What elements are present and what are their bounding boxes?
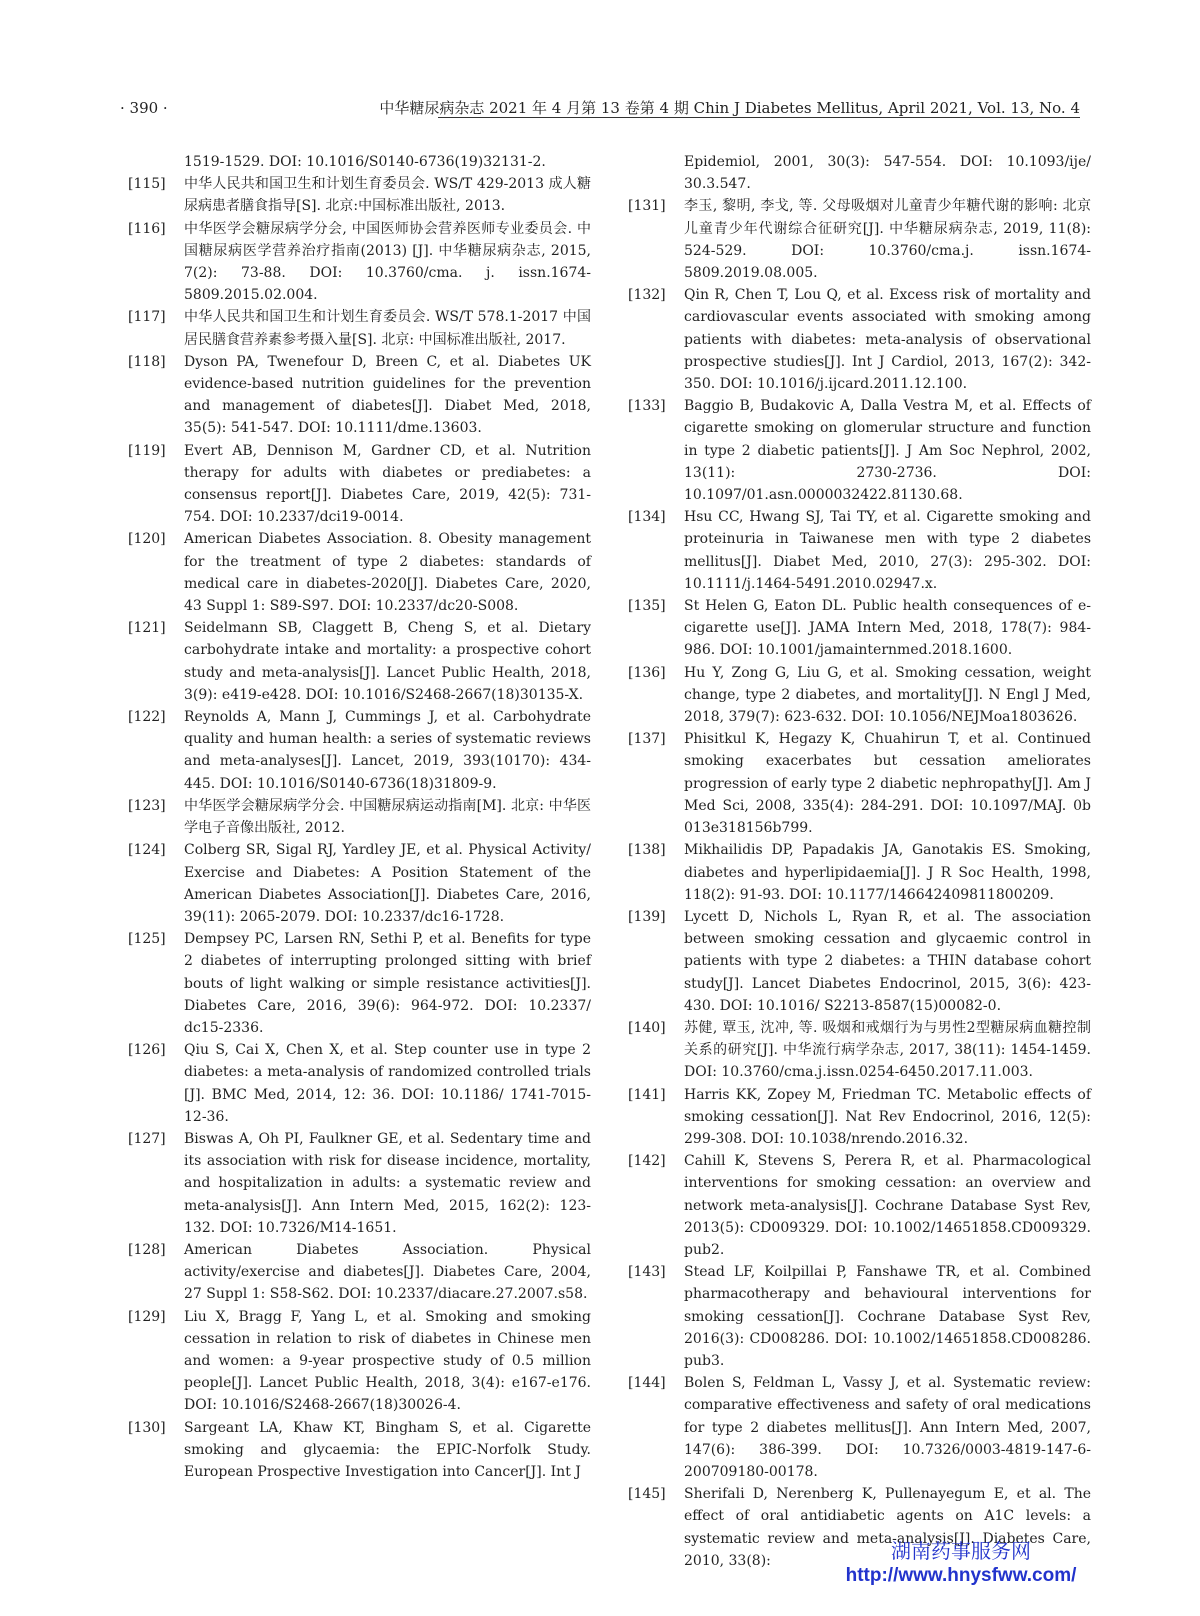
reference-text: Sargeant LA, Khaw KT, Bingham S, et al. Cigarette smoking and glycaemia: the EPIC-Norfolk Study. European Prospective Investigation into Cancer[J]. Int J <box>184 1419 591 1480</box>
reference-text: Evert AB, Dennison M, Gardner CD, et al. Nutrition therapy for adults with diabetes or prediabetes: a consensus report[J]. Diabetes Care, 2019, 42(5): 731-754. DOI: 10.2337/dci19-0014. <box>184 442 591 526</box>
reference-item <box>128 1239 591 1306</box>
reference-text: St Helen G, Eaton DL. Public health consequences of e-cigarette use[J]. JAMA Intern Med, 2018, 178(7): 984-986. DOI: 10.1001/jamainternmed.2018.1600. <box>684 598 1091 659</box>
reference-text: Lycett D, Nichols L, Ryan R, et al. The association between smoking cessation and glycaemic control in patients with type 2 diabetes: a THIN database cohort study[J]. Lancet Diabetes Endocrinol, 2015, 3(6): 423-430. DOI: 10.1016/ S2213-8587(15)00082-0. <box>684 908 1091 1014</box>
reference-item <box>628 906 1091 1017</box>
reference-number: [139] <box>628 908 666 925</box>
reference-text: Dempsey PC, Larsen RN, Sethi P, et al. Benefits for type 2 diabetes of interrupting prolonged sitting with brief bouts of light walking or simple resistance activities[J]. Diabetes Care, 2016, 39(6): 964-972. DOI: 10.2337/ dc15-2336. <box>184 931 591 1036</box>
reference-text: Colberg SR, Sigal RJ, Yardley JE, et al. Physical Activity/ Exercise and Diabetes: A Position Statement of the American Diabetes Association[J]. Diabetes Care, 2016, 39(11): 2065-2079. DOI: 10.2337/dc16-1728. <box>184 842 591 925</box>
reference-number: [116] <box>128 220 166 237</box>
reference-item <box>128 839 591 928</box>
reference-item <box>128 440 591 529</box>
watermark-site-name: 湖南药事服务网 <box>891 1541 1031 1563</box>
reference-item <box>628 1150 1091 1261</box>
reference-item <box>628 1372 1091 1483</box>
reference-text: 中华医学会糖尿病学分会. 中国糖尿病运动指南[M]. 北京: 中华医学电子音像出版社, 2012. <box>184 797 591 837</box>
reference-text: American Diabetes Association. Physical activity/exercise and diabetes[J]. Diabetes Care, 2004, 27 Suppl 1: S58-S62. DOI: 10.2337/diacare.27.2007.s58. <box>184 1241 591 1303</box>
reference-number: [130] <box>128 1419 166 1436</box>
reference-item <box>628 395 1091 506</box>
reference-number: [115] <box>128 176 166 193</box>
reference-item <box>628 1084 1091 1151</box>
reference-item <box>128 928 591 1039</box>
reference-number: [132] <box>628 287 666 304</box>
reference-text: Liu X, Bragg F, Yang L, et al. Smoking and smoking cessation in relation to risk of diabetes in Chinese men and women: a 9-year prospective study of 0.5 million people[J]. Lancet Public Health, 2018, 3(4): e167-e176. DOI: 10.1016/S2468-2667(18)30026-4. <box>184 1308 591 1414</box>
reference-text: Baggio B, Budakovic A, Dalla Vestra M, et al. Effects of cigarette smoking on glomerular structure and function in type 2 diabetic patients[J]. J Am Soc Nephrol, 2002, 13(11): 2730-2736. DOI: 10.1097/01.asn.0000032422.81130.68. <box>684 398 1091 504</box>
reference-item <box>628 595 1091 662</box>
reference-text: Mikhailidis DP, Papadakis JA, Ganotakis ES. Smoking, diabetes and hyperlipidaemia[J]. J R Soc Health, 1998, 118(2): 91-93. DOI: 10.1177/146642409811800209. <box>684 842 1091 903</box>
reference-item <box>128 218 591 307</box>
reference-number: [120] <box>128 531 166 548</box>
reference-text: Hsu CC, Hwang SJ, Tai TY, et al. Cigarette smoking and proteinuria in Taiwanese men with type 2 diabetes mellitus[J]. Diabet Med, 2010, 27(3): 295-302. DOI: 10.1111/j.1464-5491.2010.02947.x. <box>684 509 1091 592</box>
reference-number: [138] <box>628 842 666 859</box>
reference-item <box>628 728 1091 839</box>
reference-list-left <box>128 173 591 1483</box>
reference-number: [144] <box>628 1375 666 1392</box>
reference-text: Dyson PA, Twenefour D, Breen C, et al. Diabetes UK evidence-based nutrition guidelines for the prevention and management of diabetes[J]. Diabet Med, 2018, 35(5): 541-547. DOI: 10.1111/dme.13603. <box>184 353 591 437</box>
reference-number: [136] <box>628 664 666 681</box>
reference-number: [141] <box>628 1086 666 1103</box>
reference-item <box>128 617 591 706</box>
reference-number: [127] <box>128 1130 166 1147</box>
reference-number: [131] <box>628 198 666 215</box>
site-watermark <box>836 1540 1086 1588</box>
journal-citation-line: 中华糖尿病杂志 2021 年 4 月第 13 卷第 4 期 Chin J Diabetes Mellitus, April 2021, Vol. 13, No. 4 <box>379 99 1080 117</box>
reference-number: [122] <box>128 709 166 726</box>
reference-text: 李玉, 黎明, 李戈, 等. 父母吸烟对儿童青少年糖代谢的影响: 北京儿童青少年代谢综合征研究[J]. 中华糖尿病杂志, 2019, 11(8): 524-529. DOI: 10.3760/cma.j. issn.1674-5809.2019.08.005. <box>684 198 1091 282</box>
reference-number: [140] <box>628 1019 666 1036</box>
reference-number: [119] <box>128 442 166 459</box>
reference-text: Phisitkul K, Hegazy K, Chuahirun T, et al. Continued smoking exacerbates but cessation ameliorates progression of early type 2 diabetic nephropathy[J]. Am J Med Sci, 2008, 335(4): 284-291. DOI: 10.1097/MAJ. 0b 013e318156b799. <box>684 731 1091 837</box>
reference-text: 苏健, 覃玉, 沈冲, 等. 吸烟和戒烟行为与男性2型糖尿病血糖控制关系的研究[J]. 中华流行病学杂志, 2017, 38(11): 1454-1459. DOI: 10.3760/cma.j.issn.0254-6450.2017.11.003. <box>684 1019 1091 1081</box>
reference-text: 中华人民共和国卫生和计划生育委员会. WS/T 429-2013 成人糖尿病患者膳食指导[S]. 北京:中国标准出版社, 2013. <box>184 176 591 215</box>
reference-text: Stead LF, Koilpillai P, Fanshawe TR, et al. Combined pharmacotherapy and behavioural interventions for smoking cessation[J]. Cochrane Database Syst Rev, 2016(3): CD008286. DOI: 10.1002/14651858.CD008286. pub3. <box>684 1264 1091 1369</box>
reference-number: [121] <box>128 620 166 637</box>
reference-item <box>128 1128 591 1239</box>
reference-number: [117] <box>128 309 166 326</box>
reference-item <box>628 195 1091 284</box>
reference-continuation: Epidemiol, 2001, 30(3): 547-554. DOI: 10.1093/ije/ 30.3.547. <box>684 154 1091 193</box>
reference-number: [124] <box>128 842 166 859</box>
reference-text: Bolen S, Feldman L, Vassy J, et al. Systematic review: comparative effectiveness and safety of oral medications for type 2 diabetes mellitus[J]. Ann Intern Med, 2007, 147(6): 386-399. DOI: 10.7326/0003-4819-147-6-200709180-00178. <box>684 1375 1091 1480</box>
reference-text: Reynolds A, Mann J, Cummings J, et al. Carbohydrate quality and human health: a series of systematic reviews and meta-analyses[J]. Lancet, 2019, 393(10170): 434-445. DOI: 10.1016/S0140-6736(18)31809-9. <box>184 709 591 792</box>
reference-number: [129] <box>128 1308 166 1325</box>
reference-number: [133] <box>628 398 666 415</box>
reference-item <box>128 1417 591 1484</box>
reference-number: [123] <box>128 797 166 814</box>
reference-item <box>628 662 1091 729</box>
reference-text: Seidelmann SB, Claggett B, Cheng S, et al. Dietary carbohydrate intake and mortality: a prospective cohort study and meta-analysis[J]. Lancet Public Health, 2018, 3(9): e419-e428. DOI: 10.1016/S2468-2667(18)30135-X. <box>184 620 591 703</box>
reference-text: Harris KK, Zopey M, Friedman TC. Metabolic effects of smoking cessation[J]. Nat Rev Endocrinol, 2016, 12(5): 299-308. DOI: 10.1038/nrendo.2016.32. <box>684 1086 1091 1147</box>
reference-item <box>128 351 591 440</box>
reference-item <box>128 528 591 617</box>
reference-text: Biswas A, Oh PI, Faulkner GE, et al. Sedentary time and its association with risk for disease incidence, mortality, and hospitalization in adults: a systematic review and meta-analysis[J]. Ann Intern Med, 2015, 162(2): 123-132. DOI: 10.7326/M14-1651. <box>184 1130 591 1236</box>
page-number: · 390 · <box>120 99 168 117</box>
reference-item <box>628 284 1091 395</box>
header-rule <box>438 117 1080 118</box>
reference-item <box>128 1306 591 1417</box>
reference-number: [128] <box>128 1241 166 1258</box>
reference-number: [126] <box>128 1042 166 1059</box>
reference-item <box>628 1261 1091 1372</box>
reference-number: [134] <box>628 509 666 526</box>
reference-text: Cahill K, Stevens S, Perera R, et al. Pharmacological interventions for smoking cessation: an overview and network meta-analysis[J]. Cochrane Database Syst Rev, 2013(5): CD009329. DOI: 10.1002/14651858.CD009329. pub2. <box>684 1153 1091 1258</box>
reference-item <box>128 173 591 217</box>
reference-column-left <box>128 151 591 1483</box>
reference-item <box>628 839 1091 906</box>
reference-number: [118] <box>128 353 166 370</box>
reference-text: American Diabetes Association. 8. Obesity management for the treatment of type 2 diabetes: standards of medical care in diabetes-2020[J]. Diabetes Care, 2020, 43 Suppl 1: S89-S97. DOI: 10.2337/dc20-S008. <box>184 531 591 615</box>
reference-text: 中华人民共和国卫生和计划生育委员会. WS/T 578.1-2017 中国居民膳食营养素参考摄入量[S]. 北京: 中国标准出版社, 2017. <box>184 309 591 348</box>
reference-item <box>628 1017 1091 1084</box>
watermark-url[interactable]: http://www.hnysfww.com/ <box>845 1565 1077 1586</box>
reference-number: [143] <box>628 1264 666 1281</box>
reference-list-right <box>628 195 1091 1572</box>
reference-number: [142] <box>628 1153 666 1170</box>
reference-text: Qiu S, Cai X, Chen X, et al. Step counter use in type 2 diabetes: a meta-analysis of randomized controlled trials [J]. BMC Med, 2014, 12: 36. DOI: 10.1186/ 1741-7015-12-36. <box>184 1042 591 1125</box>
reference-text: Qin R, Chen T, Lou Q, et al. Excess risk of mortality and cardiovascular events associated with smoking among patients with diabetes: meta-analysis of observational prospective studies[J]. Int J Cardiol, 2013, 167(2): 342-350. DOI: 10.1016/j.ijcard.2011.12.100. <box>684 287 1091 393</box>
reference-item <box>128 795 591 839</box>
reference-item <box>128 1039 591 1128</box>
reference-item <box>128 306 591 350</box>
reference-column-right <box>628 151 1091 1572</box>
reference-number: [135] <box>628 598 666 615</box>
reference-continuation: 1519-1529. DOI: 10.1016/S0140-6736(19)32131-2. <box>184 154 546 170</box>
reference-item <box>628 506 1091 595</box>
reference-number: [145] <box>628 1486 666 1503</box>
reference-text: Sherifali D, Nerenberg K, Pullenayegum E, et al. The effect of oral antidiabetic agents on A1C levels: a systematic review and meta-analysis[J]. Diabetes Care, 2010, 33(8): <box>684 1486 1091 1569</box>
reference-text: Hu Y, Zong G, Liu G, et al. Smoking cessation, weight change, type 2 diabetes, and mortality[J]. N Engl J Med, 2018, 379(7): 623-632. DOI: 10.1056/NEJMoa1803626. <box>684 664 1091 726</box>
reference-item <box>128 706 591 795</box>
reference-text: 中华医学会糖尿病学分会, 中国医师协会营养医师专业委员会. 中国糖尿病医学营养治疗指南(2013) [J]. 中华糖尿病杂志, 2015, 7(2): 73-88. DOI: 10.3760/cma. j. issn.1674-5809.2015.02.004. <box>184 220 591 304</box>
reference-number: [137] <box>628 731 666 748</box>
reference-number: [125] <box>128 931 166 948</box>
